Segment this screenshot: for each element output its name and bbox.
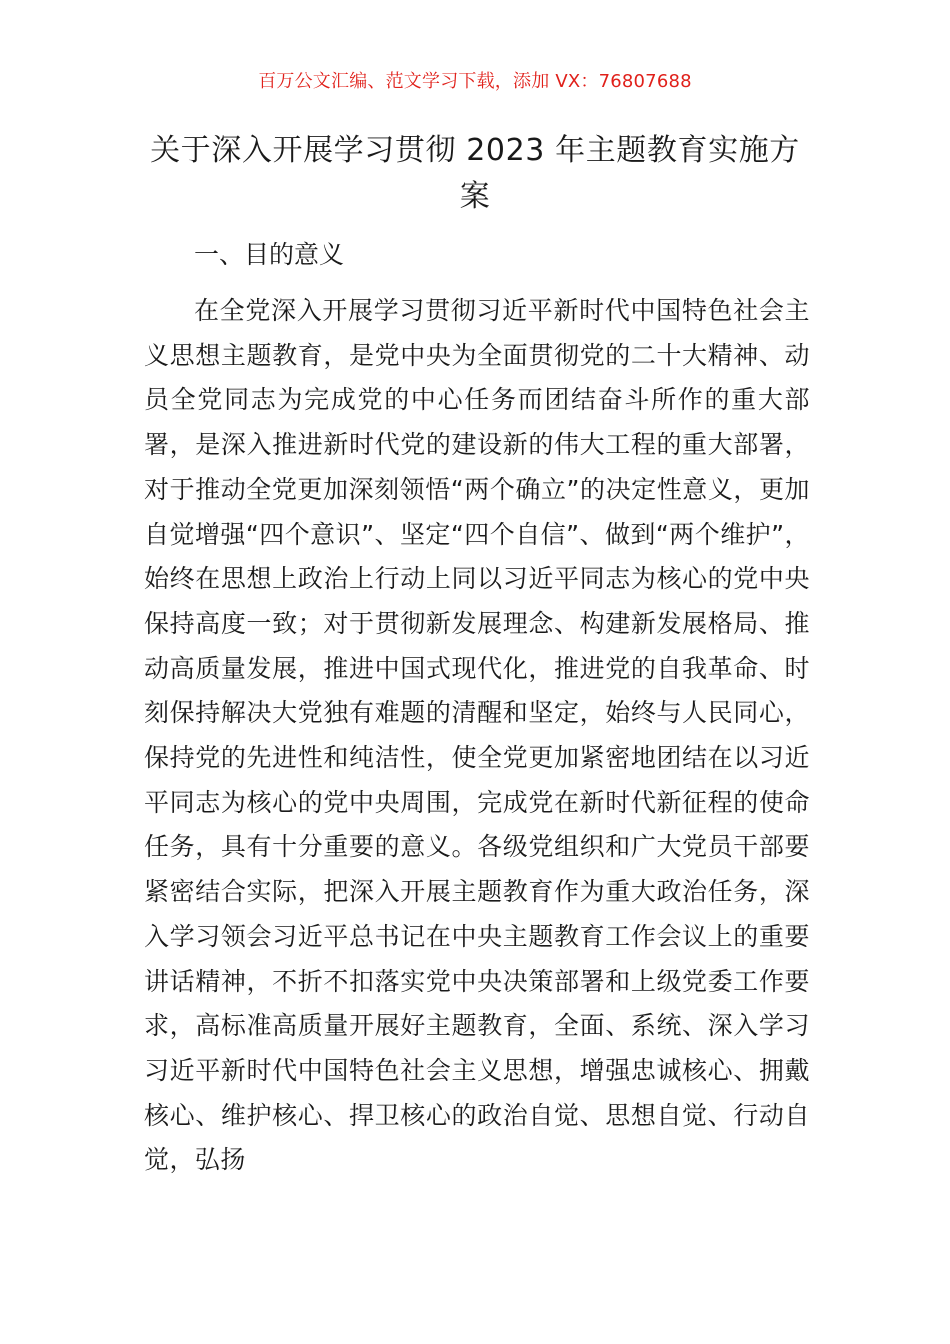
header-promo-text: 百万公文汇编、范文学习下载，添加 VX：76807688 (258, 71, 692, 92)
section-heading: 一、目的意义 (194, 240, 345, 269)
page-title: 关于深入开展学习贯彻 2023 年主题教育实施方案 (150, 133, 800, 214)
body-paragraph: 在全党深入开展学习贯彻习近平新时代中国特色社会主义思想主题教育，是党中央为全面贯彻党的二十大精神、动员全党同志为完成党的中心任务而团结奋斗所作的重大部署，是深入推进新时代党的建设新的伟大工程的重大部署，对于推动全党更加深刻领悟“两个确立”的决定性意义，更加自觉增强“四个意识”、坚定“四个自信”、做到“两个维护”，始终在思想上政治上行动上同以习近平同志为核心的党中央保持高度一致；对于贯彻新发展理念、构建新发展格局、推动高质量发展，推进中国式现代化，推进党的自我革命、时刻保持解决大党独有难题的清醒和坚定，始终与人民同心，保持党的先进性和纯洁性，使全党更加紧密地团结在以习近平同志为核心的党中央周围，完成党在新时代新征程的使命任务，具有十分重要的意义。各级党组织和广大党员干部要紧密结合实际，把深入开展主题教育作为重大政治任务，深入学习领会习近平总书记在中央主题教育工作会议上的重要讲话精神，不折不扣落实党中央决策部署和上级党委工作要求，高标准高质量开展好主题教育，全面、系统、深入学习习近平新时代中国特色社会主义思想，增强忠诚核心、拥戴核心、维护核心、捍卫核心的政治自觉、思想自觉、行动自觉，弘扬 (144, 296, 810, 1175)
